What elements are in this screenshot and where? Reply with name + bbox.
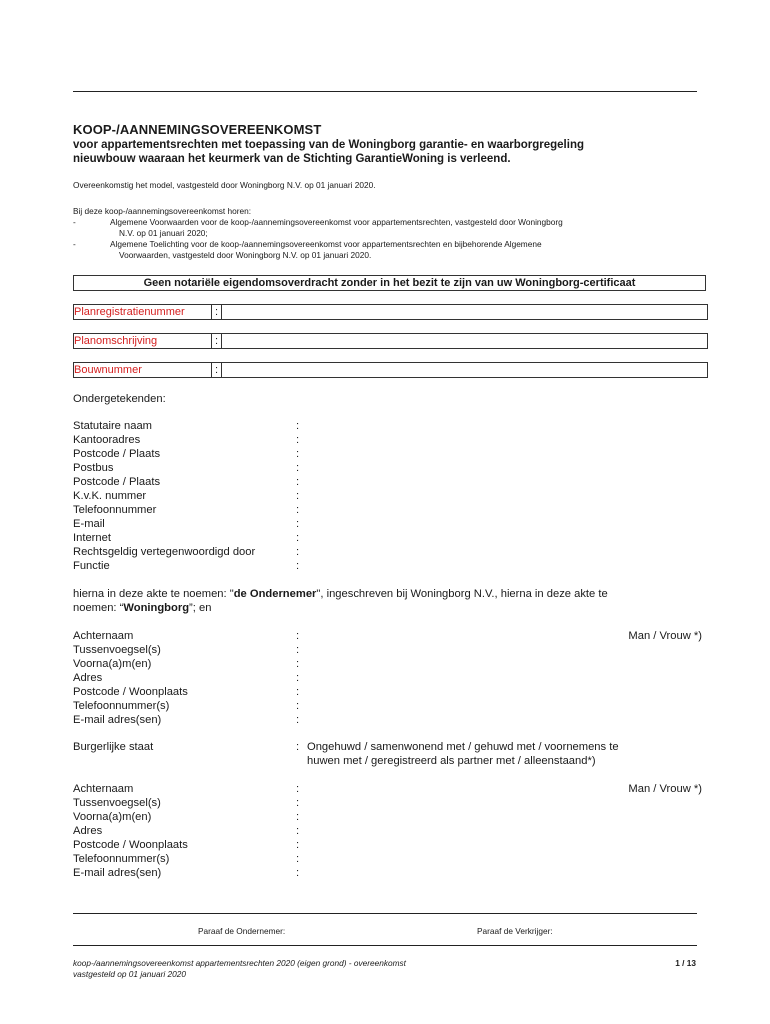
field-colon: :	[296, 560, 300, 572]
plan-field-label: Planomschrijving	[74, 334, 212, 348]
model-note: Overeenkomstig het model, vastgesteld door Woningborg N.V. op 01 januari 2020.	[73, 180, 376, 190]
field-label: Postcode / Plaats	[73, 448, 161, 460]
page-title: KOOP-/AANNEMINGSOVEREENKOMST	[73, 122, 322, 137]
field-label: K.v.K. nummer	[73, 490, 147, 502]
field-label: E-mail adres(sen)	[73, 714, 162, 726]
plan-field-planomschrijving	[73, 333, 708, 349]
list-item-line: Algemene Voorwaarden voor de koop-/aannemingsovereenkomst voor appartementsrechten, vastgesteld door Woningborg	[110, 217, 563, 227]
field-colon: :	[296, 700, 300, 712]
plan-field-colon: :	[212, 334, 222, 348]
list-item	[110, 217, 690, 238]
field-label: Tussenvoegsel(s)	[73, 797, 161, 809]
page-number: 1 / 13	[675, 958, 696, 968]
subtitle-line-1: voor appartementsrechten met toepassing van de Woningborg garantie- en waarborgregeling	[73, 139, 584, 151]
top-rule	[73, 91, 697, 92]
list-item-line: Algemene Toelichting voor de koop-/aannemingsovereenkomst voor appartementsrechten en bijbehorende Algemene	[110, 239, 542, 249]
field-colon: :	[296, 434, 300, 446]
field-colon: :	[296, 448, 300, 460]
hierna-line-1	[73, 588, 703, 602]
field-label: E-mail	[73, 518, 105, 530]
footer-line: vastgesteld op 01 januari 2020	[73, 968, 187, 979]
plan-field-colon: :	[212, 305, 222, 319]
paraaf-verkrijger: Paraaf de Verkrijger:	[477, 926, 553, 936]
marital-options-line: Ongehuwd / samenwonend met / gehuwd met / voornemens te	[307, 741, 619, 753]
plan-field-value[interactable]	[222, 305, 707, 319]
list-item-line: Voorwaarden, vastgesteld door Woningborg N.V. op 01 januari 2020.	[119, 249, 372, 260]
paraaf-ondernemer: Paraaf de Ondernemer:	[198, 926, 286, 936]
bold-term-ondernemer: de Ondernemer	[233, 588, 317, 600]
field-colon: :	[296, 504, 300, 516]
field-colon: :	[296, 490, 300, 502]
field-label: Telefoonnummer(s)	[73, 853, 170, 865]
hierna-line-2	[73, 602, 703, 616]
field-colon: :	[296, 658, 300, 670]
field-colon: :	[296, 532, 300, 544]
page-subtitle	[73, 138, 693, 166]
field-colon: :	[296, 853, 300, 865]
signatories-label: Ondergetekenden:	[73, 393, 166, 405]
field-colon: :	[296, 714, 300, 726]
field-label: Adres	[73, 825, 103, 837]
field-label: Kantooradres	[73, 434, 141, 446]
plan-field-colon: :	[212, 363, 222, 377]
bold-term-woningborg: Woningborg	[123, 601, 190, 614]
field-label: Adres	[73, 672, 103, 684]
plan-field-planregistratienummer	[73, 304, 708, 320]
list-bullet: -	[73, 239, 76, 249]
plan-field-label: Planregistratienummer	[74, 305, 212, 319]
field-colon: :	[296, 672, 300, 684]
field-colon: :	[296, 825, 300, 837]
gender-choice: Man / Vrouw *)	[628, 630, 702, 642]
plan-field-bouwnummer	[73, 362, 708, 378]
field-colon: :	[296, 462, 300, 474]
text-run: hierna in deze akte te noemen: "	[73, 588, 234, 600]
text-run: ”; en	[189, 601, 212, 614]
field-label: Achternaam	[73, 630, 134, 642]
field-label: Statutaire naam	[73, 420, 152, 432]
field-colon: :	[296, 518, 300, 530]
field-colon: :	[296, 811, 300, 823]
field-label: Voorna(a)m(en)	[73, 811, 152, 823]
field-label: Postcode / Plaats	[73, 476, 161, 488]
field-label: Postbus	[73, 462, 114, 474]
marital-label: Burgerlijke staat	[73, 741, 154, 753]
text-run: ", ingeschreven bij Woningborg N.V., hierna in deze akte te	[316, 588, 608, 600]
list-item	[110, 239, 690, 260]
text-run: noemen: “	[73, 601, 124, 614]
footer-rule	[73, 945, 697, 946]
field-label: Tussenvoegsel(s)	[73, 644, 161, 656]
field-colon: :	[296, 741, 300, 753]
field-label: Rechtsgeldig vertegenwoordigd door	[73, 546, 256, 558]
field-label: Achternaam	[73, 783, 134, 795]
certificate-notice: Geen notariële eigendomsoverdracht zonder in het bezit te zijn van uw Woningborg-certificaat	[73, 275, 706, 291]
subtitle-line-2: nieuwbouw waaraan het keurmerk van de Stichting GarantieWoning is verleend.	[73, 153, 511, 165]
belongs-intro: Bij deze koop-/aannemingsovereenkomst horen:	[73, 206, 252, 216]
field-label: E-mail adres(sen)	[73, 867, 162, 879]
gender-choice: Man / Vrouw *)	[628, 783, 702, 795]
plan-field-value[interactable]	[222, 334, 707, 348]
field-colon: :	[296, 630, 300, 642]
field-label: Voorna(a)m(en)	[73, 658, 152, 670]
plan-field-value[interactable]	[222, 363, 707, 377]
field-colon: :	[296, 839, 300, 851]
footer-line: koop-/aannemingsovereenkomst appartementsrechten 2020 (eigen grond) - overeenkomst	[73, 958, 406, 968]
list-bullet: -	[73, 217, 76, 227]
marital-options	[307, 741, 619, 769]
field-colon: :	[296, 476, 300, 488]
field-colon: :	[296, 867, 300, 879]
paraaf-rule	[73, 913, 697, 914]
field-label: Telefoonnummer	[73, 504, 157, 516]
list-item-line: N.V. op 01 januari 2020;	[119, 227, 208, 238]
field-label: Internet	[73, 532, 111, 544]
footer-text	[73, 958, 406, 980]
plan-field-label: Bouwnummer	[74, 363, 212, 377]
field-colon: :	[296, 546, 300, 558]
field-colon: :	[296, 420, 300, 432]
field-colon: :	[296, 686, 300, 698]
hierna-paragraph	[73, 588, 703, 616]
marital-options-line: huwen met / geregistreerd als partner met / alleenstaand*)	[307, 754, 596, 767]
field-colon: :	[296, 783, 300, 795]
field-label: Telefoonnummer(s)	[73, 700, 170, 712]
field-label: Postcode / Woonplaats	[73, 686, 188, 698]
field-label: Functie	[73, 560, 110, 572]
field-colon: :	[296, 644, 300, 656]
field-label: Postcode / Woonplaats	[73, 839, 188, 851]
field-colon: :	[296, 797, 300, 809]
